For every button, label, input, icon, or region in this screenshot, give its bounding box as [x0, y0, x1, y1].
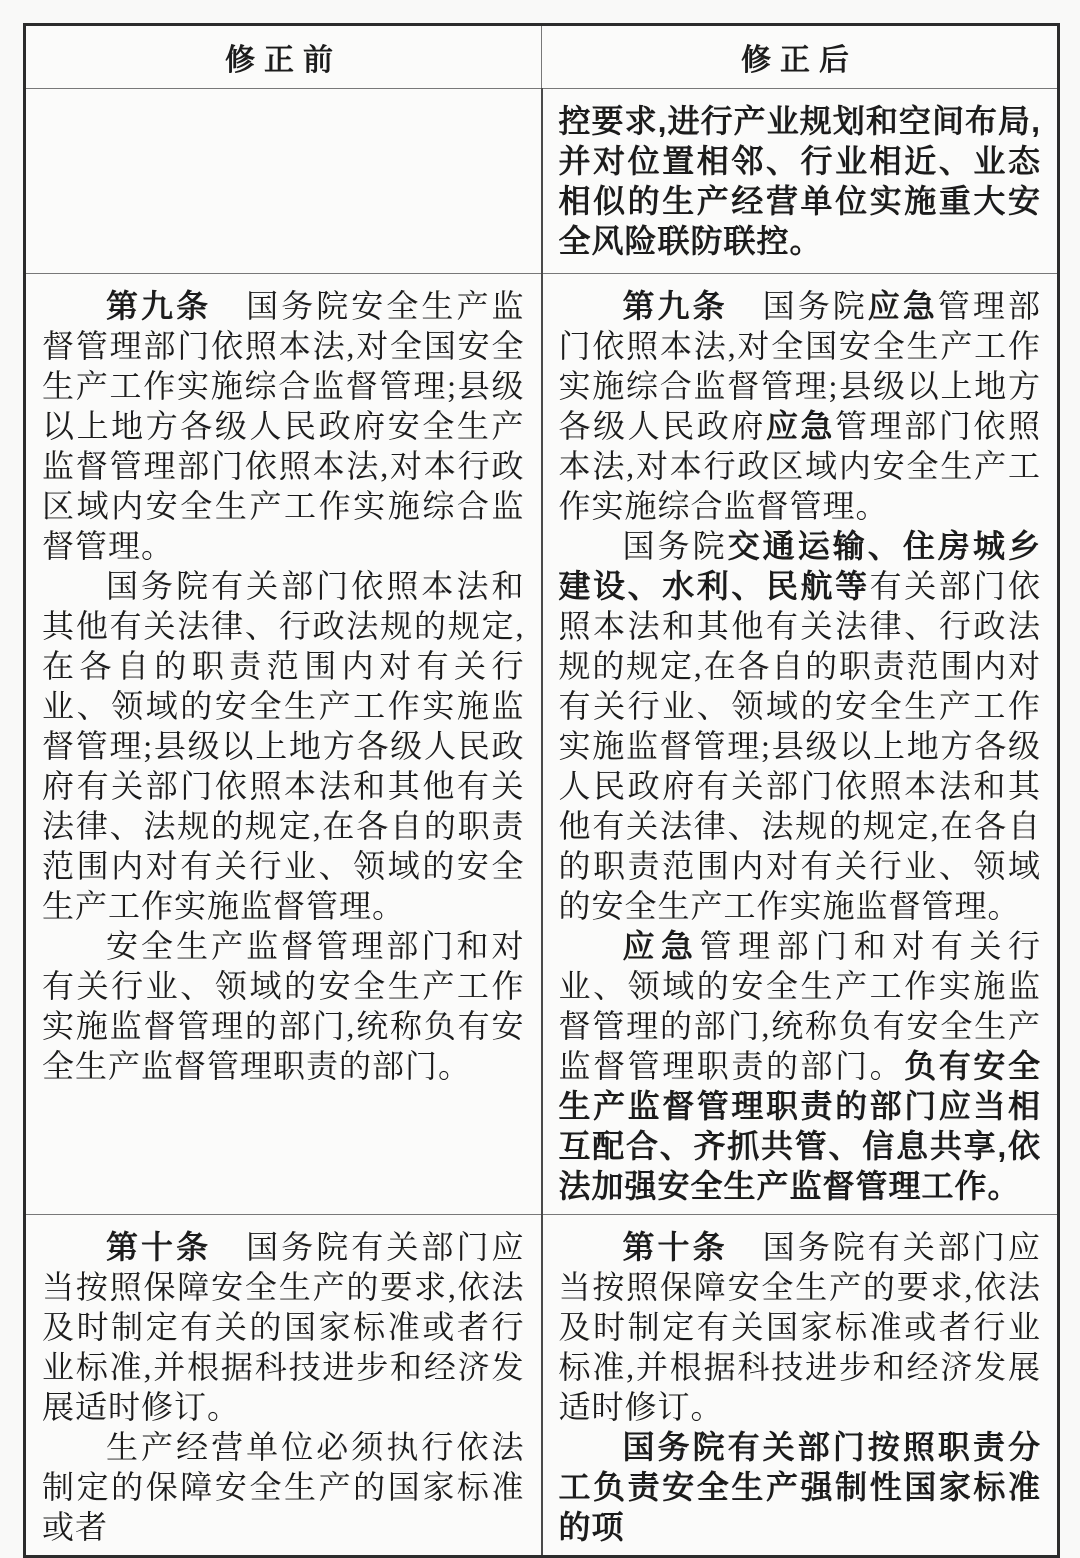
- paragraph: [42, 926, 525, 1086]
- paragraph: [42, 566, 525, 926]
- amended-text-run: 应急: [867, 288, 938, 324]
- paragraph: [559, 926, 1042, 1206]
- amended-text-run: 第十条: [622, 1229, 728, 1265]
- continuation-cell-before: [25, 89, 542, 274]
- text-run: 国务院: [622, 528, 728, 564]
- text-run: 管理部门依照本法,对全国安全生产工作实施综合监督管理;县级以上地方各级人民政府: [558, 288, 1041, 444]
- amended-text-run: 第九条: [622, 288, 728, 324]
- text-run: 国务院有关部门依照本法和其他有关法律、行政法规的规定,在各自的职责范围内对有关行业、领域的安全生产工作实施监督管理;县级以上地方各级人民政府有关部门依照本法和其他有关法律、法规的规定,在各自的职责范围内对有关行业、领域的安全生产工作实施监督管理。: [42, 568, 525, 924]
- continuation-cell-after: [542, 89, 1059, 274]
- amended-text-run: 第十条: [106, 1229, 212, 1265]
- article-9-cell-before: [25, 274, 542, 1215]
- header-cell-after: 修正后: [542, 25, 1059, 89]
- amended-text-run: 应急: [622, 928, 700, 964]
- table-row-continuation: [25, 89, 1059, 274]
- header-cell-before: 修正前: [25, 25, 542, 89]
- paragraph: [559, 101, 1042, 261]
- text-run: 生产经营单位必须执行依法制定的保障安全生产的国家标准或者: [42, 1429, 525, 1545]
- paragraph: [559, 1227, 1042, 1427]
- table-row-article-10: [25, 1215, 1059, 1557]
- paragraph: [559, 286, 1042, 526]
- text-run: 国务院安全生产监督管理部门依照本法,对全国安全生产工作实施综合监督管理;县级以上地方各级人民政府安全生产监督管理部门依照本法,对本行政区域内安全生产工作实施综合监督管理。: [42, 288, 525, 564]
- text-run: 安全生产监督管理部门和对有关行业、领域的安全生产工作实施监督管理的部门,统称负有安全生产监督管理职责的部门。: [42, 928, 525, 1084]
- table-row-article-9: [25, 274, 1059, 1215]
- header-row: [25, 25, 1059, 89]
- paragraph: [559, 1427, 1042, 1547]
- paragraph: [42, 1227, 525, 1427]
- text-run: 管理部门依照本法,对本行政区域内安全生产工作实施综合监督管理。: [558, 408, 1041, 524]
- table-body: [25, 89, 1059, 1557]
- text-run: 有关部门依照本法和其他有关法律、行政法规的规定,在各自的职责范围内对有关行业、领域的安全生产工作实施监督管理;县级以上地方各级人民政府有关部门依照本法和其他有关法律、法规的规定,在各自的职责范围内对有关行业、领域的安全生产工作实施监督管理。: [558, 568, 1041, 924]
- amended-text-run: 第九条: [106, 288, 212, 324]
- article-9-cell-after: [542, 274, 1059, 1215]
- text-run: 国务院: [727, 288, 868, 324]
- table-header: [25, 25, 1059, 89]
- paragraph: [42, 1427, 525, 1547]
- paragraph: [559, 526, 1042, 926]
- text-run: 管理部门和对有关行业、领域的安全生产工作实施监督管理的部门,统称负有安全生产监督管理职责的部门。: [558, 928, 1041, 1084]
- amended-text-run: 交通运输、住房城乡建设、水利、民航等: [558, 528, 1041, 604]
- text-run: 国务院有关部门应当按照保障安全生产的要求,依法及时制定有关的国家标准或者行业标准,并根据科技进步和经济发展适时修订。: [42, 1229, 525, 1425]
- text-run: 国务院有关部门应当按照保障安全生产的要求,依法及时制定有关国家标准或者行业标准,并根据科技进步和经济发展适时修订。: [558, 1229, 1041, 1425]
- amended-text-run: 负有安全生产监督管理职责的部门应当相互配合、齐抓共管、信息共享,依法加强安全生产监督管理工作。: [558, 1048, 1041, 1204]
- comparison-table-wrap: [23, 23, 1060, 1558]
- article-10-cell-before: [25, 1215, 542, 1557]
- amendment-comparison-table: [23, 23, 1060, 1558]
- amended-text-run: 控要求,进行产业规划和空间布局,并对位置相邻、行业相近、业态相似的生产经营单位实施重大安全风险联防联控。: [558, 103, 1041, 259]
- amended-text-run: 应急: [765, 408, 836, 444]
- paragraph: [42, 286, 525, 566]
- amended-text-run: 国务院有关部门按照职责分工负责安全生产强制性国家标准的项: [558, 1429, 1041, 1545]
- article-10-cell-after: [542, 1215, 1059, 1557]
